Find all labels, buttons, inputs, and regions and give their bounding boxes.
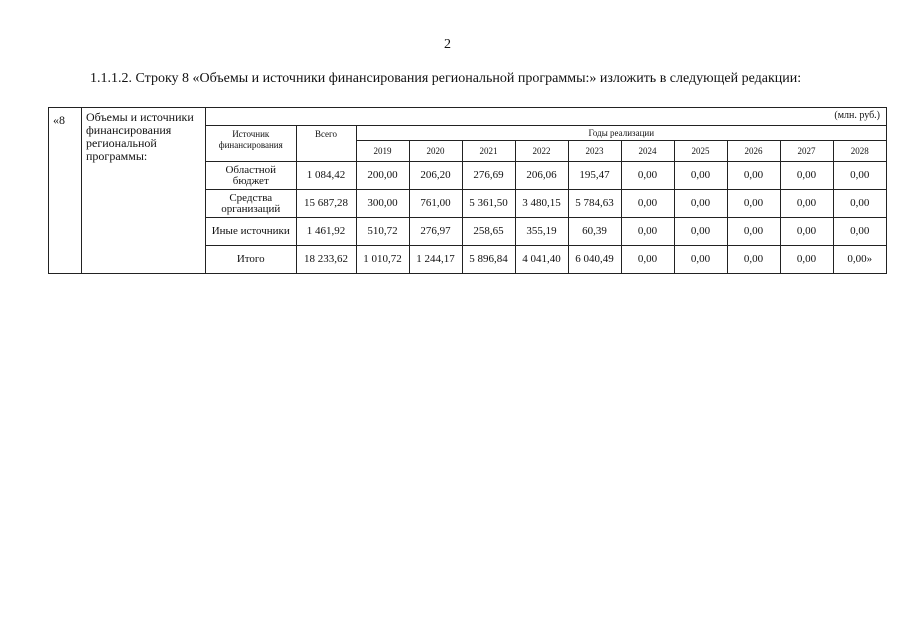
value-cell: 0,00 — [833, 218, 886, 246]
source-cell: Иные источники — [206, 218, 296, 246]
value-cell: 0,00 — [621, 218, 674, 246]
table-row — [206, 162, 886, 190]
value-cell: 5 784,63 — [568, 190, 621, 218]
table-row — [206, 190, 886, 218]
financing-table — [206, 126, 886, 273]
value-cell: 5 361,50 — [462, 190, 515, 218]
year-header: 2022 — [515, 141, 568, 162]
value-cell: 355,19 — [515, 218, 568, 246]
value-cell: 5 896,84 — [462, 246, 515, 274]
value-cell: 300,00 — [356, 190, 409, 218]
total-cell: 1 084,42 — [296, 162, 356, 190]
value-cell: 0,00 — [833, 190, 886, 218]
value-cell: 0,00 — [780, 162, 833, 190]
value-cell: 0,00 — [621, 162, 674, 190]
value-cell: 761,00 — [409, 190, 462, 218]
value-cell: 200,00 — [356, 162, 409, 190]
total-cell: 18 233,62 — [296, 246, 356, 274]
value-cell: 206,06 — [515, 162, 568, 190]
total-cell: 1 461,92 — [296, 218, 356, 246]
value-cell: 276,97 — [409, 218, 462, 246]
value-cell: 195,47 — [568, 162, 621, 190]
financing-cell — [206, 108, 887, 274]
value-cell: 258,65 — [462, 218, 515, 246]
value-cell: 0,00 — [674, 190, 727, 218]
page-number: 2 — [444, 37, 451, 52]
table-row — [206, 218, 886, 246]
value-cell: 1 010,72 — [356, 246, 409, 274]
year-header: 2026 — [727, 141, 780, 162]
value-cell: 276,69 — [462, 162, 515, 190]
value-cell: 0,00 — [674, 246, 727, 274]
value-cell: 0,00 — [727, 218, 780, 246]
value-cell: 0,00 — [833, 162, 886, 190]
table-row — [206, 246, 886, 274]
header-source: Источник финансирования — [206, 126, 296, 162]
total-cell: 15 687,28 — [296, 190, 356, 218]
value-cell: 0,00 — [674, 162, 727, 190]
value-cell: 0,00 — [727, 246, 780, 274]
value-cell: 1 244,17 — [409, 246, 462, 274]
value-cell: 3 480,15 — [515, 190, 568, 218]
source-cell: Средства организаций — [206, 190, 296, 218]
value-cell: 4 041,40 — [515, 246, 568, 274]
source-cell: Итого — [206, 246, 296, 274]
year-header: 2028 — [833, 141, 886, 162]
value-cell: 0,00 — [780, 190, 833, 218]
amendment-heading: 1.1.1.2. Строку 8 «Объемы и источники финансирования региональной программы:» изложить в следующей редакции: — [90, 71, 802, 86]
year-header: 2021 — [462, 141, 515, 162]
header-years: Годы реализации — [356, 126, 886, 141]
year-header: 2027 — [780, 141, 833, 162]
value-cell: 510,72 — [356, 218, 409, 246]
value-cell: 60,39 — [568, 218, 621, 246]
value-cell: 0,00 — [727, 162, 780, 190]
value-cell: 0,00 — [674, 218, 727, 246]
year-header: 2025 — [674, 141, 727, 162]
value-cell: 0,00 — [621, 246, 674, 274]
value-cell: 0,00 — [780, 246, 833, 274]
value-cell: 0,00» — [833, 246, 886, 274]
year-header: 2023 — [568, 141, 621, 162]
value-cell: 0,00 — [780, 218, 833, 246]
value-cell: 6 040,49 — [568, 246, 621, 274]
year-header: 2024 — [621, 141, 674, 162]
row-number: «8 — [49, 108, 82, 274]
header-total: Всего — [296, 126, 356, 162]
row-label: Объемы и источники финансирования региональной программы: — [82, 108, 206, 274]
value-cell: 0,00 — [621, 190, 674, 218]
source-cell: Областной бюджет — [206, 162, 296, 190]
value-cell: 206,20 — [409, 162, 462, 190]
program-row-table — [48, 107, 887, 274]
year-header: 2019 — [356, 141, 409, 162]
units-label: (млн. руб.) — [206, 108, 886, 126]
value-cell: 0,00 — [727, 190, 780, 218]
year-header: 2020 — [409, 141, 462, 162]
